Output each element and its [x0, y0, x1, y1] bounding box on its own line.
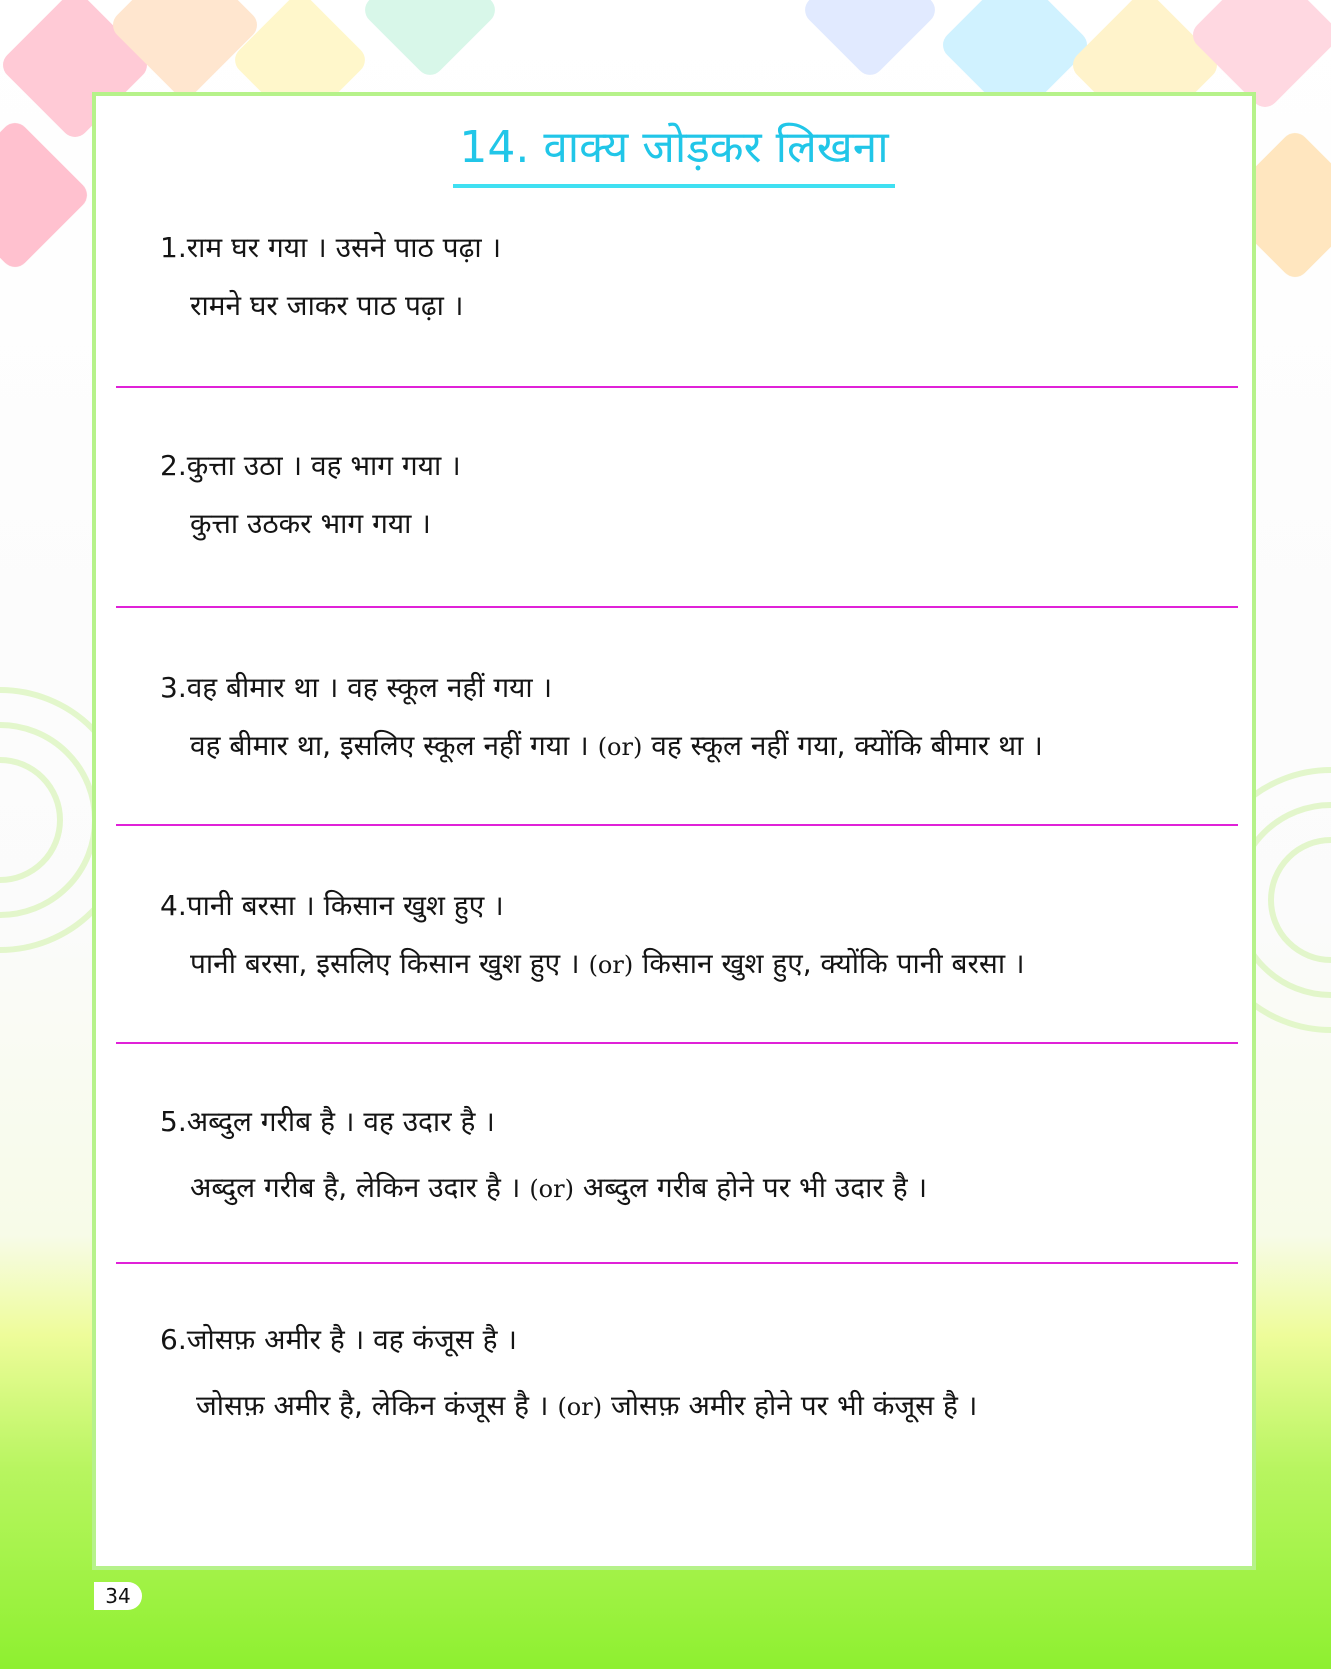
divider [116, 1042, 1238, 1044]
divider [116, 386, 1238, 388]
exercise-item-6 [160, 1320, 1220, 1427]
question-line [160, 1102, 1220, 1142]
answer-text: जोसफ़ अमीर है, लेकिन कंजूस है । [196, 1389, 549, 1422]
exercise-item-1 [160, 228, 1220, 326]
question-line [160, 668, 1220, 708]
answer-line [160, 726, 1220, 767]
exercise-item-4 [160, 886, 1220, 985]
question-text: वह बीमार था । वह स्कूल नहीं गया । [186, 671, 553, 704]
question-line [160, 228, 1220, 268]
or-label: (or) [557, 1393, 603, 1421]
answer-text: रामने घर जाकर पाठ पढ़ा । [190, 289, 464, 322]
item-number: 2. [160, 449, 187, 482]
item-number: 5. [160, 1105, 187, 1138]
question-line [160, 446, 1220, 486]
answer-line [160, 1386, 1220, 1427]
item-number: 6. [160, 1323, 187, 1356]
answer-text: कुत्ता उठकर भाग गया । [190, 507, 431, 540]
divider [116, 1262, 1238, 1264]
answer-text: पानी बरसा, इसलिए किसान खुश हुए । [190, 947, 580, 980]
exercise-item-5 [160, 1102, 1220, 1209]
question-text: पानी बरसा । किसान खुश हुए । [186, 889, 504, 922]
or-label: (or) [529, 1175, 574, 1203]
answer-line [160, 944, 1220, 985]
question-text: जोसफ़ अमीर है । वह कंजूस है । [186, 1323, 518, 1356]
answer-text: वह बीमार था, इसलिए स्कूल नहीं गया । [190, 729, 589, 762]
answer-text-alt: किसान खुश हुए, क्योंकि पानी बरसा । [642, 947, 1025, 980]
page-number: 34 [94, 1582, 142, 1610]
or-label: (or) [588, 951, 634, 979]
content-card [92, 92, 1256, 1570]
answer-line [160, 286, 1220, 326]
page-title [96, 118, 1252, 188]
answer-line [160, 504, 1220, 544]
answer-text-alt: वह स्कूल नहीं गया, क्योंकि बीमार था । [651, 729, 1043, 762]
item-number: 3. [160, 671, 187, 704]
or-label: (or) [597, 733, 643, 761]
title-text: 14. वाक्य जोड़कर लिखना [453, 118, 894, 188]
question-text: राम घर गया । उसने पाठ पढ़ा । [186, 231, 502, 264]
divider [116, 824, 1238, 826]
answer-text-alt: अब्दुल गरीब होने पर भी उदार है । [582, 1171, 928, 1204]
question-text: अब्दुल गरीब है । वह उदार है । [186, 1105, 495, 1138]
question-line [160, 886, 1220, 926]
item-number: 4. [160, 889, 187, 922]
answer-text: अब्दुल गरीब है, लेकिन उदार है । [190, 1171, 521, 1204]
answer-text-alt: जोसफ़ अमीर होने पर भी कंजूस है । [611, 1389, 978, 1422]
exercise-item-3 [160, 668, 1220, 767]
item-number: 1. [160, 231, 187, 264]
question-line [160, 1320, 1220, 1360]
divider [116, 606, 1238, 608]
exercise-item-2 [160, 446, 1220, 544]
answer-line [160, 1168, 1220, 1209]
question-text: कुत्ता उठा । वह भाग गया । [186, 449, 461, 482]
